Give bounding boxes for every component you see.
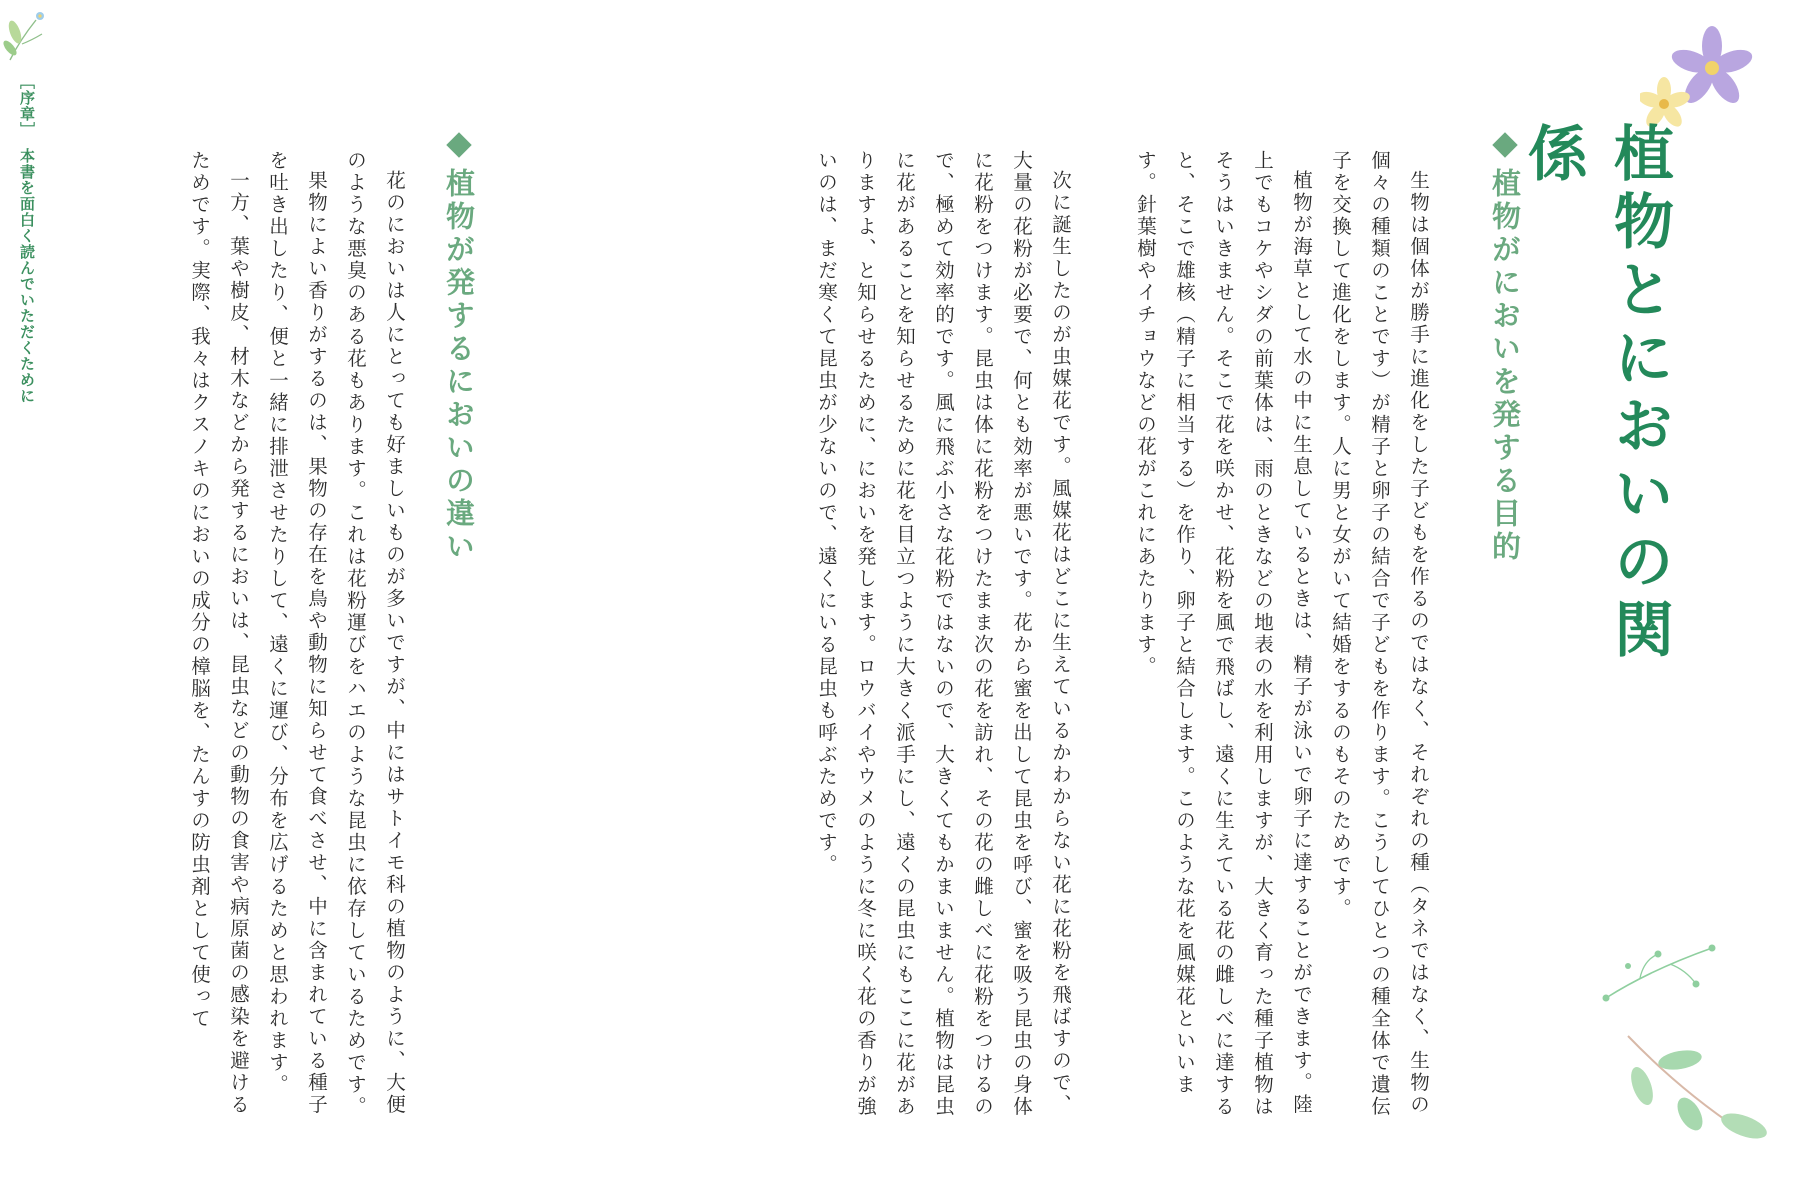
section-heading-text: 植物がにおいを発する目的: [1488, 168, 1522, 564]
chapter-subtitle: 本書を面白く読んでいただくために: [18, 148, 36, 404]
paragraph: 一方、葉や樹皮、材木などから発するにおいは、昆虫などの動物の食害や病原菌の感染を避けるためです。実際、我々はクスノキのにおいの成分の樟脳を、たんすの防虫剤として使って: [188, 150, 250, 1116]
body-text-column: [88, 150, 414, 1128]
section-heading-differences: [440, 130, 480, 590]
leaves-illustration: [1620, 1030, 1770, 1140]
paragraph: 花のにおいは人にとっても好ましいものが多いですが、中にはサトイモ科の植物のように、大便のような悪臭のある花もあります。これは花粉運びをハエのような昆虫に依存しているためです。: [344, 150, 406, 1118]
twig-illustration: [1600, 930, 1720, 1010]
flower-illustration: [1640, 24, 1760, 134]
body-text-column: [1128, 150, 1438, 1128]
section-heading-text: 植物が発するにおいの違い: [442, 168, 476, 564]
section-heading-purpose: [1486, 130, 1526, 590]
paragraph: 果物によい香りがするのは、果物の存在を鳥や動物に知らせて食べさせ、中に含まれている種子を吐き出したり、便と一緒に排泄させたりして、遠くに運び、分布を広げるためと思われます。: [266, 150, 328, 1116]
chapter-marker: ［序章］: [18, 74, 36, 138]
diamond-bullet-icon: [446, 132, 471, 157]
paragraph: 生物は個体が勝手に進化をした子どもを作るのではなく、それぞれの種（タネではなく、生物の個々の種類のことです）が精子と卵子の結合で子どもを作ります。こうしてひとつの種全体で遺伝子を交換して進化をします。人に男と女がいて結婚をするのもそのためです。: [1329, 150, 1430, 1118]
body-text-column: [560, 150, 1080, 1128]
paragraph: 次に誕生したのが虫媒花です。風媒花はどこに生えているかわからない花に花粉を飛ばすので、大量の花粉が必要で、何とも効率が悪いです。花から蜜を出して昆虫を呼び、蜜を吸う昆虫の身体に花粉をつけます。昆虫は体に花粉をつけたまま次の花を訪れ、その花の雌しべに花粉をつけるので、極めて効率的です。風に飛ぶ小さな花粉ではないので、大きくてもかまいません。植物は昆虫に花があることを知らせるために花を目立つように大きく派手にし、遠くの昆虫にもここに花がありますよ、と知らせるために、においを発します。ロウバイやウメのように冬に咲く花の香りが強いのは、まだ寒くて昆虫が少ないので、遠くにいる昆虫も呼ぶためです。: [815, 150, 1072, 1118]
running-header: [10, 74, 38, 434]
diamond-bullet-icon: [1492, 132, 1517, 157]
page-title: 植物とにおいの関係: [1518, 122, 1674, 666]
sprig-illustration: [2, 4, 50, 62]
paragraph: 植物が海草として水の中に生息しているときは、精子が泳いで卵子に達することができます。陸上でもコケやシダの前葉体は、雨のときなどの地表の水を利用しますが、大きく育った種子植物はそうはいきません。そこで花を咲かせ、花粉を風で飛ばし、遠くに生えている花の雌しべに達すると、そこで雄核（精子に相当する）を作り、卵子と結合します。このような花を風媒花といいます。針葉樹やイチョウなどの花がこれにあたります。: [1134, 150, 1313, 1118]
